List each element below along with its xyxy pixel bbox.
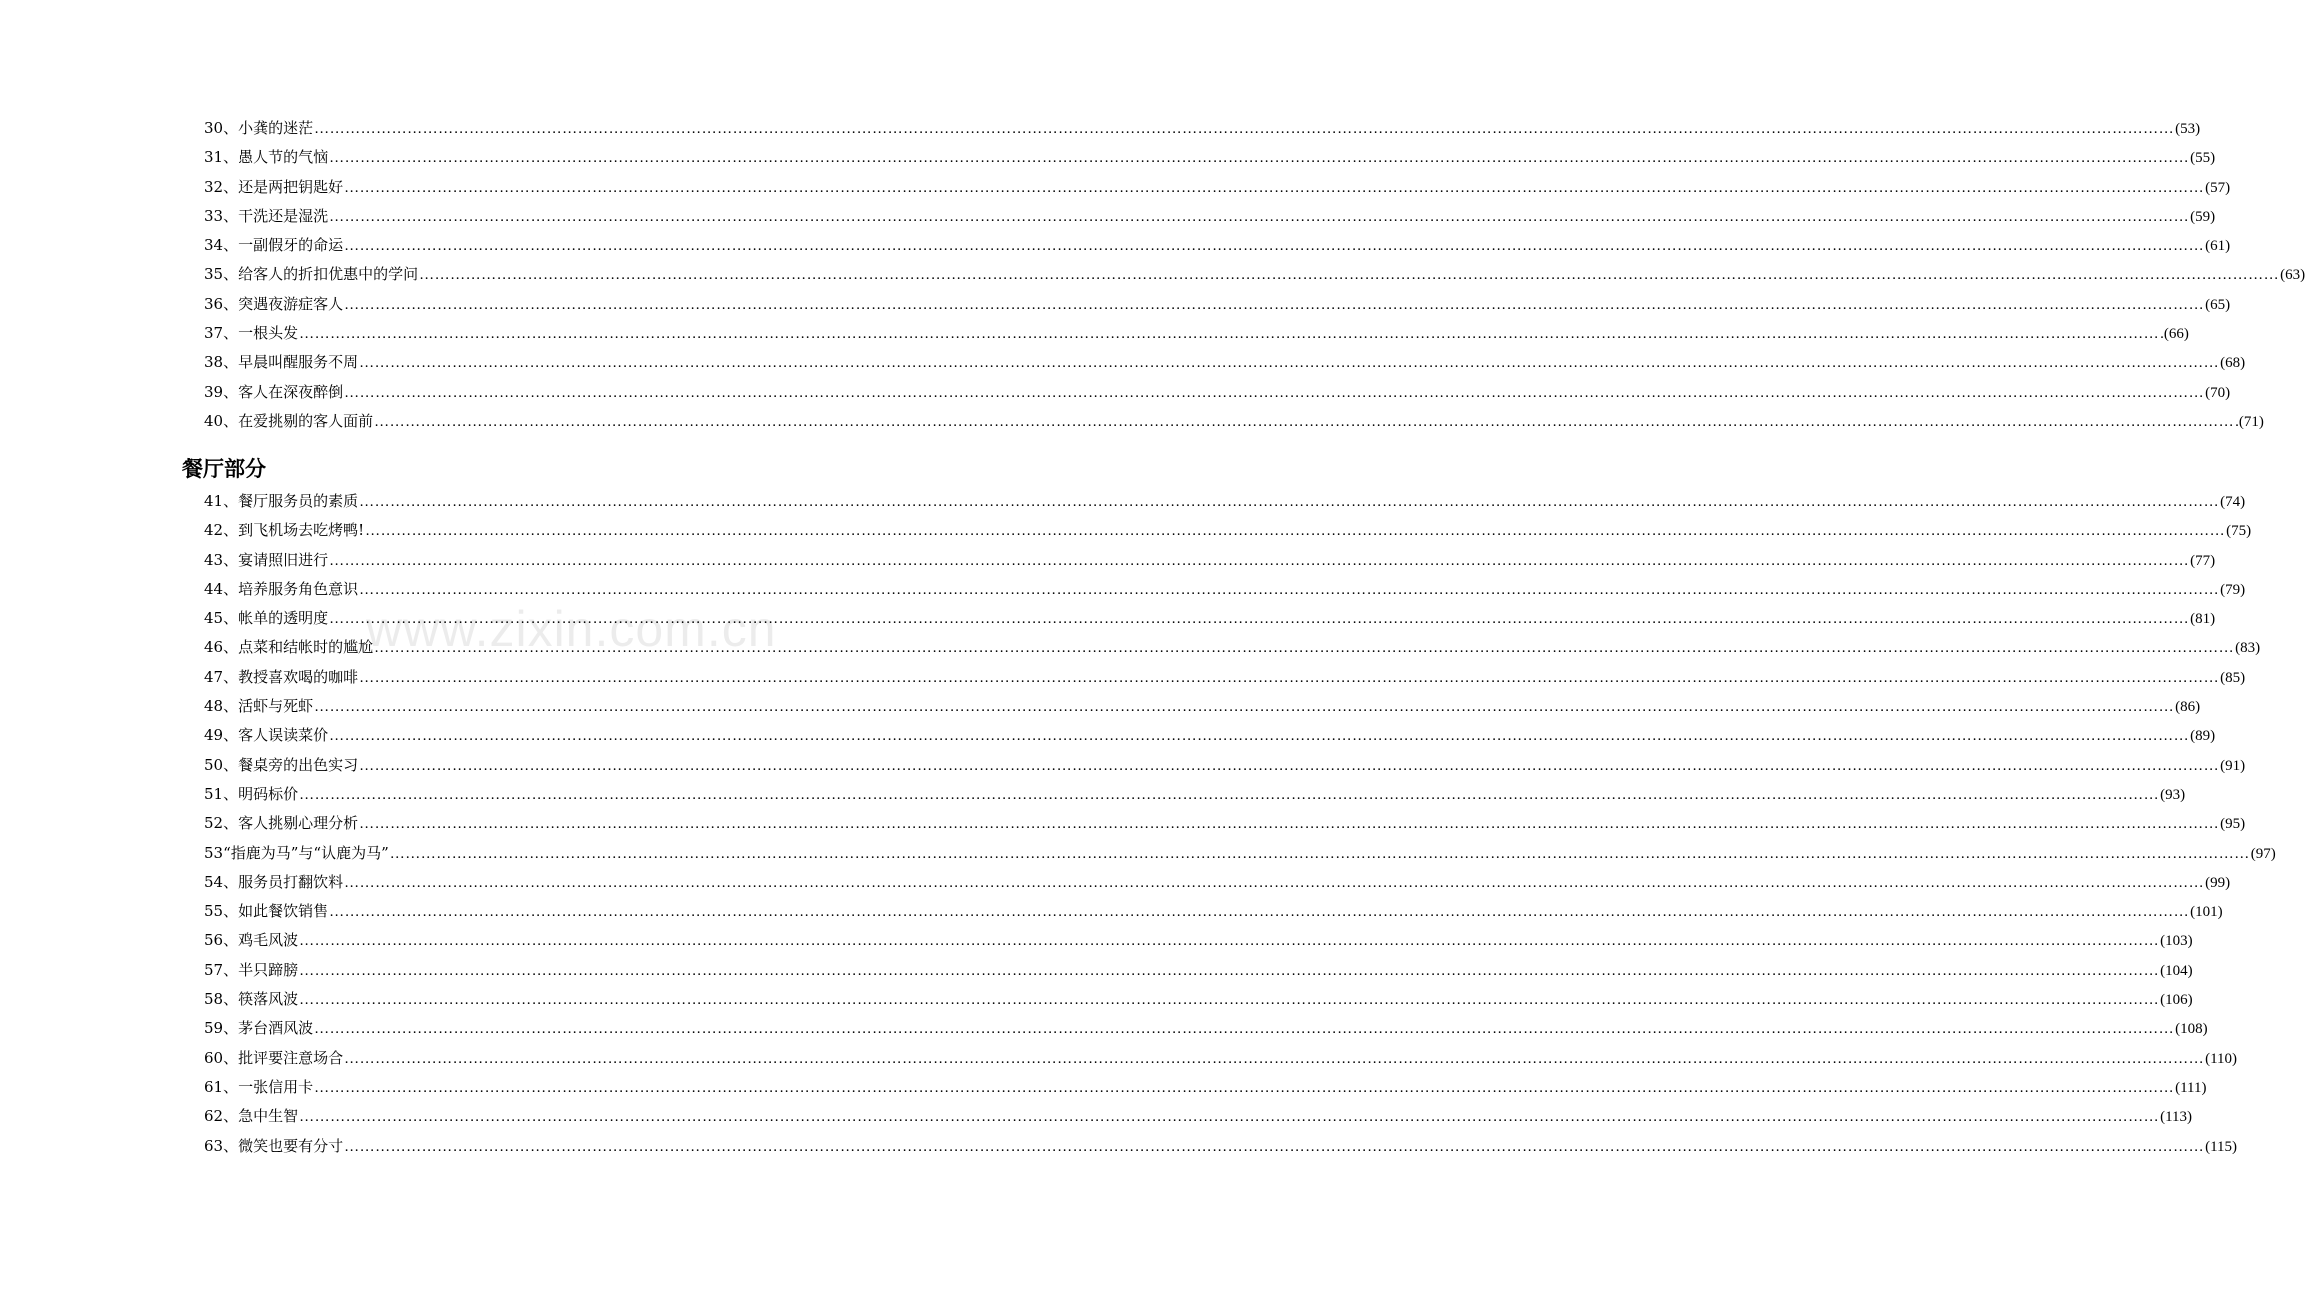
toc-entry-title: 59、茅台酒风波 <box>204 1019 314 1038</box>
toc-entry-title: 39、客人在深夜醉倒 <box>204 382 344 401</box>
toc-entry-page: (63) <box>2280 267 2305 284</box>
toc-entry[interactable] <box>204 1132 2238 1161</box>
toc-entry-title: 49、客人误读菜价 <box>204 726 329 745</box>
toc-entry[interactable] <box>204 143 2216 172</box>
toc-dot-leader: ……………………………………………………………………………………………………………………………………………………………………………………………………………………………………………………………………………………………………………………………… <box>314 1021 2175 1038</box>
toc-dot-leader: ……………………………………………………………………………………………………………………………………………………………………………………………………………………………………………………………………………………………………………………………… <box>419 267 2280 284</box>
toc-entry-title: 62、急中生智 <box>204 1107 299 1126</box>
toc-entry[interactable] <box>204 378 2231 407</box>
toc-entry-page: (81) <box>2190 611 2216 628</box>
toc-entry[interactable] <box>204 487 2246 516</box>
toc-entry-title: 50、餐桌旁的出色实习 <box>204 755 359 774</box>
toc-dot-leader: ……………………………………………………………………………………………………………………………………………………………………………………………………………………………………………………………………………………………………………………………… <box>359 669 2220 686</box>
toc-entry-title: 35、给客人的折扣优惠中的学问 <box>204 265 419 284</box>
toc-entry[interactable] <box>204 839 2276 868</box>
toc-entry-page: (89) <box>2190 728 2216 745</box>
toc-entry[interactable] <box>204 114 2201 143</box>
toc-entry[interactable] <box>204 809 2246 838</box>
toc-dot-leader: ……………………………………………………………………………………………………………………………………………………………………………………………………………………………………………………………………………………………………………………………… <box>329 904 2190 921</box>
toc-entry-page: (74) <box>2220 494 2246 510</box>
toc-entry-page: (77) <box>2190 552 2216 569</box>
toc-dot-leader: ……………………………………………………………………………………………………………………………………………………………………………………………………………………………………………………………………………………………………………………………… <box>374 640 2235 657</box>
toc-entry-title: 31、愚人节的气恼 <box>204 148 329 167</box>
toc-dot-leader: ……………………………………………………………………………………………………………………………………………………………………………………………………………………………………………………………………………………………………………………………… <box>314 1079 2175 1096</box>
toc-dot-leader: ……………………………………………………………………………………………………………………………………………………………………………………………………………………………………………………………………………………………………………………………… <box>359 816 2220 833</box>
toc-entry[interactable] <box>204 348 2246 377</box>
toc-entry-title: 42、到飞机场去吃烤鸭! <box>204 521 365 540</box>
toc-entry-title: 33、干洗还是湿洗 <box>204 206 329 225</box>
toc-dot-leader: ……………………………………………………………………………………………………………………………………………………………………………………………………………………………………………………………………………………………………………………………… <box>329 552 2190 569</box>
toc-entry[interactable] <box>204 319 2189 348</box>
toc-dot-leader: ……………………………………………………………………………………………………………………………………………………………………………………………………………………………………………………………………………………………………………………………… <box>344 296 2205 313</box>
toc-entry-page: (53) <box>2175 121 2201 137</box>
toc-entry[interactable] <box>204 926 2193 955</box>
toc-entry-page: (101) <box>2190 904 2223 921</box>
toc-entry-title: 36、突遇夜游症客人 <box>204 294 344 313</box>
toc-entry-title: 30、小龚的迷茫 <box>204 119 314 137</box>
toc-entry-page: (99) <box>2205 874 2231 891</box>
toc-dot-leader: ……………………………………………………………………………………………………………………………………………………………………………………………………………………………………………………………………………………………………………………………… <box>329 208 2190 225</box>
watermark: www.zixin.com.cn <box>366 601 777 657</box>
toc-entry-page: (68) <box>2220 355 2246 372</box>
toc-entry-title: 51、明码标价 <box>204 784 299 803</box>
toc-entry-title: 53“指鹿为马”与“认鹿为马” <box>204 843 389 862</box>
toc-dot-leader: ……………………………………………………………………………………………………………………………………………………………………………………………………………………………………………………………………………………………………………………………… <box>344 1050 2205 1067</box>
toc-dot-leader: ……………………………………………………………………………………………………………………………………………………………………………………………………………………………………………………………………………………………………………………………… <box>365 523 2226 540</box>
toc-dot-leader: ……………………………………………………………………………………………………………………………………………………………………………………………………………………………………………………………………………………………………………………………… <box>344 238 2205 255</box>
toc-list-restaurant <box>204 487 2276 1161</box>
toc-entry-page: (83) <box>2235 640 2261 657</box>
toc-entry-title: 60、批评要注意场合 <box>204 1048 344 1067</box>
toc-dot-leader: ……………………………………………………………………………………………………………………………………………………………………………………………………………………………………………………………………………………………………………………………… <box>329 728 2190 745</box>
toc-entry[interactable] <box>204 663 2246 692</box>
toc-entry-page: (57) <box>2205 179 2231 196</box>
toc-entry-page: (86) <box>2175 699 2201 716</box>
toc-entry-page: (103) <box>2160 933 2193 950</box>
toc-entry[interactable] <box>204 231 2231 260</box>
toc-dot-leader: ……………………………………………………………………………………………………………………………………………………………………………………………………………………………………………………………………………………………………………………………… <box>344 384 2205 401</box>
toc-entry-page: .(71) <box>2235 413 2264 430</box>
toc-entry[interactable] <box>204 751 2246 780</box>
toc-entry-page: (93) <box>2160 786 2186 803</box>
toc-entry-page: (91) <box>2220 757 2246 774</box>
toc-entry-title: 46、点菜和结帐时的尴尬 <box>204 638 374 657</box>
toc-dot-leader: ……………………………………………………………………………………………………………………………………………………………………………………………………………………………………………………………………………………………………………………………… <box>314 121 2175 137</box>
toc-dot-leader: ……………………………………………………………………………………………………………………………………………………………………………………………………………………………………………………………………………………………………………………………… <box>359 581 2220 598</box>
toc-dot-leader: ……………………………………………………………………………………………………………………………………………………………………………………………………………………………………………………………………………………………………………………………… <box>299 933 2160 950</box>
toc-dot-leader: ……………………………………………………………………………………………………………………………………………………………………………………………………………………………………………………………………………………………………………………………… <box>314 699 2175 716</box>
toc-dot-leader: ……………………………………………………………………………………………………………………………………………………………………………………………………………………………………………………………………………………………………………………………… <box>329 611 2190 628</box>
toc-entry-title: 52、客人挑剔心理分析 <box>204 814 359 833</box>
toc-entry-page: (115) <box>2205 1138 2238 1155</box>
toc-entry-title: 41、餐厅服务员的素质 <box>204 492 359 510</box>
toc-entry[interactable] <box>204 1014 2208 1043</box>
toc-entry[interactable] <box>204 546 2216 575</box>
toc-entry-page: (75) <box>2226 523 2252 540</box>
toc-entry-title: 32、还是两把钥匙好 <box>204 177 344 196</box>
toc-dot-leader: ……………………………………………………………………………………………………………………………………………………………………………………………………………………………………………………………………………………………………………………………… <box>359 355 2220 372</box>
toc-entry-title: 40、在爱挑剔的客人面前 <box>204 411 374 430</box>
toc-entry[interactable] <box>204 407 2264 436</box>
toc-entry[interactable] <box>204 260 2305 289</box>
toc-entry-title: 47、教授喜欢喝的咖啡 <box>204 667 359 686</box>
toc-dot-leader: ……………………………………………………………………………………………………………………………………………………………………………………………………………………………………………………………………………………………………………………………… <box>299 326 2160 343</box>
toc-entry-title: 38、早晨叫醒服务不周 <box>204 353 359 372</box>
toc-entry-title: 55、如此餐饮销售 <box>204 902 329 921</box>
toc-entry-page: (85) <box>2220 669 2246 686</box>
toc-entry[interactable] <box>204 868 2231 897</box>
toc-entry[interactable] <box>204 780 2186 809</box>
toc-entry-page: (110) <box>2205 1050 2238 1067</box>
toc-entry-page: (108) <box>2175 1021 2208 1038</box>
toc-entry[interactable] <box>204 633 2261 662</box>
toc-entry[interactable] <box>204 956 2193 985</box>
toc-dot-leader: ……………………………………………………………………………………………………………………………………………………………………………………………………………………………………………………………………………………………………………………………… <box>389 845 2250 862</box>
toc-entry-page: (104) <box>2160 962 2193 979</box>
toc-entry-title: 45、帐单的透明度 <box>204 609 329 628</box>
toc-entry-title: 34、一副假牙的命运 <box>204 236 344 255</box>
toc-entry[interactable] <box>204 173 2231 202</box>
toc-dot-leader: ……………………………………………………………………………………………………………………………………………………………………………………………………………………………………………………………………………………………………………………………… <box>344 179 2205 196</box>
toc-entry[interactable] <box>204 516 2252 545</box>
toc-entry-title: 44、培养服务角色意识 <box>204 579 359 598</box>
toc-dot-leader: ……………………………………………………………………………………………………………………………………………………………………………………………………………………………………………………………………………………………………………………………… <box>359 494 2220 510</box>
section-heading-restaurant: 餐厅部分 <box>182 457 266 481</box>
toc-entry-title: 37、一根头发 <box>204 324 299 343</box>
toc-entry[interactable] <box>204 290 2231 319</box>
toc-entry-page: (70) <box>2205 384 2231 401</box>
toc-entry-title: 43、宴请照旧进行 <box>204 550 329 569</box>
toc-entry[interactable] <box>204 604 2216 633</box>
toc-entry-title: 61、一张信用卡 <box>204 1077 314 1096</box>
toc-entry[interactable] <box>204 1044 2238 1073</box>
toc-entry-page: (65) <box>2205 296 2231 313</box>
toc-entry[interactable] <box>204 721 2216 750</box>
toc-entry-title: 48、活虾与死虾 <box>204 697 314 716</box>
toc-entry[interactable] <box>204 1073 2207 1102</box>
toc-entry[interactable] <box>204 985 2193 1014</box>
toc-entry[interactable] <box>204 897 2223 926</box>
toc-entry-title: 58、筷落风波 <box>204 990 299 1009</box>
toc-entry-page: .(66) <box>2160 326 2189 343</box>
toc-entry[interactable] <box>204 575 2246 604</box>
toc-entry-page: (97) <box>2250 845 2276 862</box>
toc-entry-page: (61) <box>2205 238 2231 255</box>
toc-entry-page: (113) <box>2160 1109 2193 1126</box>
toc-entry-page: (79) <box>2220 581 2246 598</box>
toc-entry-page: (111) <box>2175 1079 2207 1096</box>
toc-list-room-service <box>204 114 2305 436</box>
toc-dot-leader: ……………………………………………………………………………………………………………………………………………………………………………………………………………………………………………………………………………………………………………………………… <box>329 150 2190 167</box>
toc-dot-leader: ……………………………………………………………………………………………………………………………………………………………………………………………………………………………………………………………………………………………………………………………… <box>344 1138 2205 1155</box>
toc-dot-leader: ……………………………………………………………………………………………………………………………………………………………………………………………………………………………………………………………………………………………………………………………… <box>299 786 2160 803</box>
toc-dot-leader: ……………………………………………………………………………………………………………………………………………………………………………………………………………………………………………………………………………………………………………………………… <box>299 1109 2160 1126</box>
toc-dot-leader: ……………………………………………………………………………………………………………………………………………………………………………………………………………………………………………………………………………………………………………………………… <box>344 874 2205 891</box>
toc-dot-leader: ……………………………………………………………………………………………………………………………………………………………………………………………………………………………………………………………………………………………………………………………… <box>374 413 2235 430</box>
toc-entry-page: (106) <box>2160 992 2193 1009</box>
toc-entry-title: 56、鸡毛风波 <box>204 931 299 950</box>
toc-entry-page: (95) <box>2220 816 2246 833</box>
toc-entry[interactable] <box>204 202 2216 231</box>
toc-dot-leader: ……………………………………………………………………………………………………………………………………………………………………………………………………………………………………………………………………………………………………………………………… <box>299 962 2160 979</box>
toc-entry[interactable] <box>204 1102 2193 1131</box>
toc-entry-title: 57、半只蹄膀 <box>204 960 299 979</box>
toc-entry-title: 63、微笑也要有分寸 <box>204 1136 344 1155</box>
toc-dot-leader: ……………………………………………………………………………………………………………………………………………………………………………………………………………………………………………………………………………………………………………………………… <box>299 992 2160 1009</box>
toc-entry-page: (55) <box>2190 150 2216 167</box>
toc-entry-title: 54、服务员打翻饮料 <box>204 872 344 891</box>
toc-dot-leader: ……………………………………………………………………………………………………………………………………………………………………………………………………………………………………………………………………………………………………………………………… <box>359 757 2220 774</box>
toc-entry[interactable] <box>204 692 2201 721</box>
toc-entry-page: (59) <box>2190 208 2216 225</box>
